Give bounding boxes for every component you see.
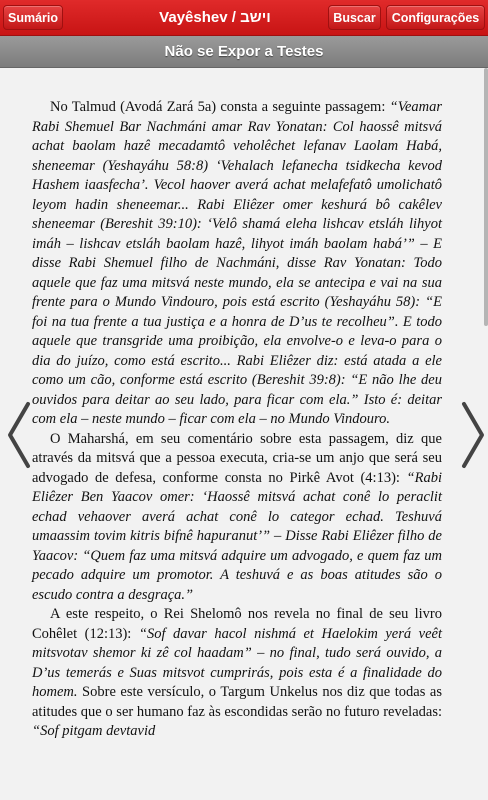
paragraph	[32, 430, 442, 606]
text-span: No Talmud (Avodá Zará 5a) consta a seguinte passagem:	[50, 99, 390, 115]
app-title: Vayêshev / וישב	[159, 9, 271, 26]
top-toolbar	[0, 0, 488, 36]
chevron-right-icon[interactable]	[458, 400, 488, 470]
article-body	[32, 98, 442, 742]
text-span: A este respeito, o Rei Shelomô nos revela no final de seu livro Cohêlet (12:13):	[32, 606, 442, 642]
search-button[interactable]: Buscar	[328, 5, 381, 30]
quote-span: “Sof pitgam devtavid	[32, 723, 156, 739]
settings-button[interactable]: Configurações	[386, 5, 485, 30]
chevron-left-icon[interactable]	[4, 400, 34, 470]
quote-span: “Sof davar hacol nishmá et Haelokim yerá veêt mitsvotav shemor ki zê col haadam” – no final, tudo será ouvido, a D’us temerás e Suas mitsvot cumprirás, pois esta é a finalidade do homem.	[32, 625, 442, 700]
text-span: O Maharshá, em seu comentário sobre esta passagem, diz que através da mitsvá que a pessoa executa, cria-se um anjo que será seu advogado de defesa, conforme consta no Pirkê Avot (4:13):	[32, 430, 442, 486]
section-header	[0, 36, 488, 68]
section-title: Não se Expor a Testes	[164, 43, 324, 60]
paragraph	[32, 605, 442, 742]
quote-span: Isto é: deitar com ela – neste mundo – ficar com ela – no Mundo Vindouro.	[32, 391, 442, 427]
scrollbar[interactable]	[484, 68, 488, 326]
quote-span: “Rabi Eliêzer Ben Yaacov omer: ‘Haossê mitsvá achat conê lo peraclit echad vehaover averá achat conê lo categor echad. Teshuvá umaassim tovim kitris bifnê hapuranut’” – Disse Rabi Eliêzer filho de Yaacov: “Quem faz uma mitsvá adquire um advogado, e quem faz um pecado adquire um promotor. A teshuvá e as boas atitudes são o escudo contra a desgraça.”	[32, 469, 442, 603]
summary-button[interactable]: Sumário	[3, 5, 63, 30]
paragraph	[32, 98, 442, 430]
text-span: Sobre este versículo, o Targum Unkelus nos diz que todas as atitudes que o ser humano faz às escondidas serão no futuro reveladas:	[32, 684, 442, 720]
quote-span: “Veamar Rabi Shemuel Bar Nachmáni amar Rav Yonatan: Col haossê mitsvá achat baolam hazê mecadamtô veholêchet lefanav Laolam Habá, sheneemar (Yeshayáhu 58:8) ‘Vehalach lefanecha tsidkecha kevod Hashem iaasfecha’. Vecol haover averá achat melafefatô umolichatô leyom hadin sheneemar... Rabi Eliêzer omer keshurá bô cakêlev sheneemar (Bereshit 39:10): ‘Velô shamá eleha lishcav etsláh lihyot imáh – lishcav etsláh baolam hazê, lihyot imáh baolam habá’” – E disse Rabi Shemuel filho de Nachmáni, disse Rav Yonatan: Todo aquele que faz uma mitsvá neste mundo, ela se antecipa e vai na sua frente para o Mundo Vindouro, pois está escrito (Yeshayáhu 58): “E foi na tua frente a tua justiça e a honra de D’us te recolheu”. E todo aquele que transgride uma proibição, ela envolve-o e leva-o para o dia do juízo, como está escrito... Rabi Eliêzer diz: está atada a ele como um cão, conforme está escrito (Bereshit 39:8): “E não lhe deu ouvidos para deitar ao seu lado, para ficar com ela.”	[32, 99, 442, 408]
